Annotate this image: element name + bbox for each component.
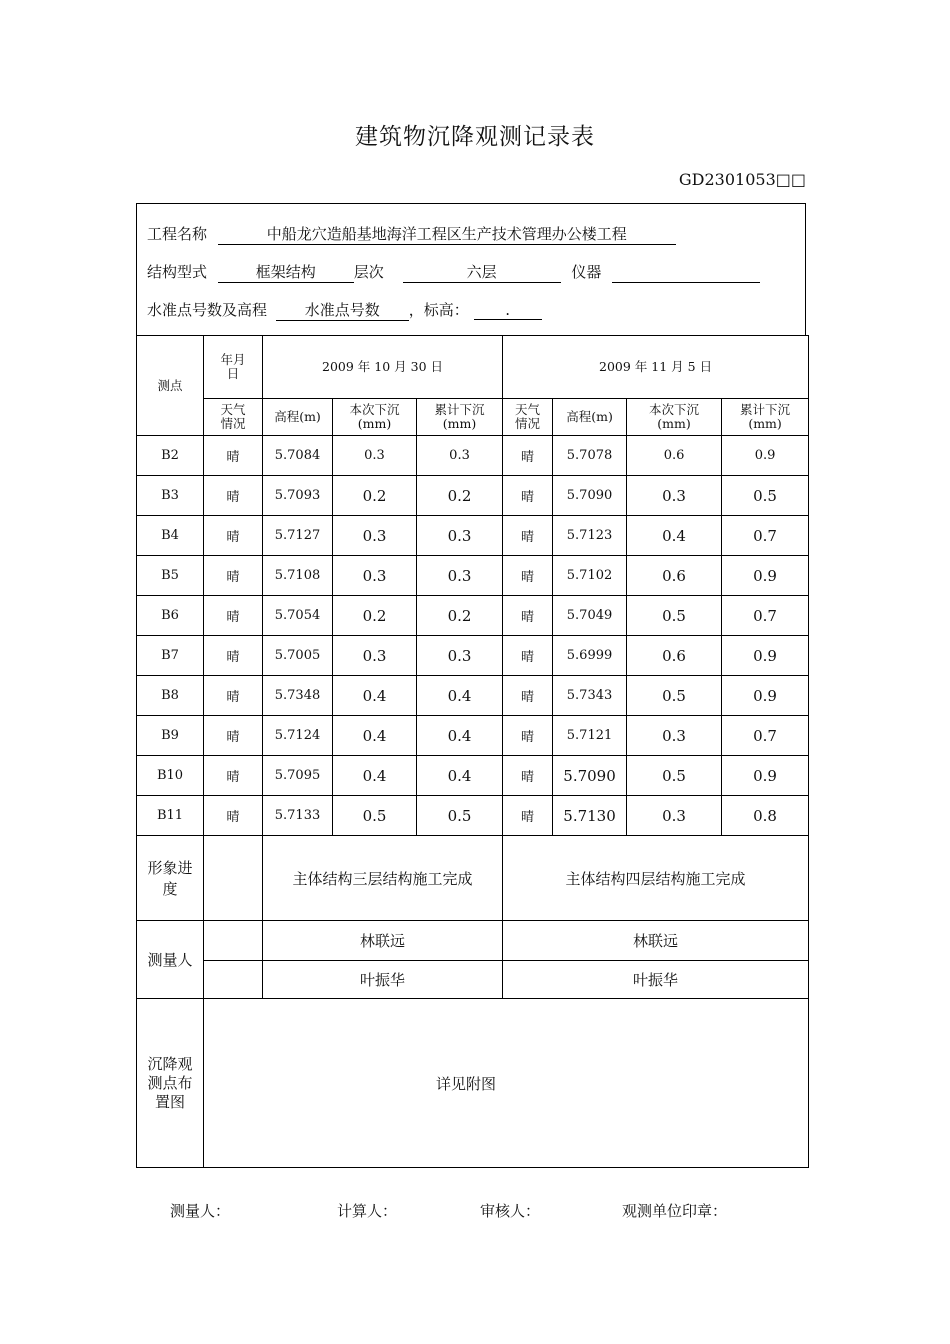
this-settlement-1-cell: 0.2 — [333, 596, 417, 636]
elevation-1-cell: 5.7133 — [263, 796, 333, 836]
floors-value: 六层 — [403, 261, 561, 283]
cumulative-settlement-1-cell: 0.3 — [417, 436, 503, 476]
cumulative-settlement-header-1: 累计下沉(mm) — [417, 399, 503, 436]
cumulative-settlement-2-cell: 0.9 — [722, 756, 809, 796]
layout-value — [204, 999, 809, 1168]
this-settlement-1-cell: 0.4 — [333, 756, 417, 796]
this-settlement-2-cell: 0.5 — [627, 596, 722, 636]
this-settlement-header-2: 本次下沉(mm) — [627, 399, 722, 436]
table-row — [137, 556, 809, 596]
elevation-1-cell: 5.7095 — [263, 756, 333, 796]
cumulative-settlement-1-cell: 0.3 — [417, 556, 503, 596]
layout-value-text: 详见附图 — [436, 1074, 497, 1093]
date-2: 2009 年 11 月 5 日 — [503, 336, 809, 399]
elevation-2-cell: 5.7130 — [553, 796, 627, 836]
weather-1-cell: 晴 — [204, 676, 263, 716]
structure-line — [147, 261, 760, 283]
point-cell: B2 — [137, 436, 204, 476]
this-settlement-2-cell: 0.3 — [627, 476, 722, 516]
surveyor-2a: 林联远 — [503, 921, 809, 961]
this-settlement-2-cell: 0.6 — [627, 636, 722, 676]
point-cell: B8 — [137, 676, 204, 716]
table-row — [137, 436, 809, 476]
weather-2-cell: 晴 — [503, 636, 553, 676]
weather-1-cell: 晴 — [204, 756, 263, 796]
this-settlement-1-cell: 0.3 — [333, 636, 417, 676]
elevation-2-cell: 5.6999 — [553, 636, 627, 676]
point-header: 测点 — [137, 336, 204, 436]
weather-2-cell: 晴 — [503, 436, 553, 476]
footer-seal: 观测单位印章： — [622, 1202, 728, 1220]
surveyor-2b: 叶振华 — [503, 961, 809, 999]
table-row — [137, 716, 809, 756]
footer-reviewer: 审核人： — [480, 1202, 541, 1220]
page-title: 建筑物沉降观测记录表 — [355, 124, 595, 150]
this-settlement-header-1: 本次下沉(mm) — [333, 399, 417, 436]
this-settlement-2-cell: 0.3 — [627, 716, 722, 756]
structure-value: 框架结构 — [218, 261, 354, 283]
floors-label: 层次 — [353, 263, 384, 281]
elevation-header-1: 高程(m) — [263, 399, 333, 436]
instrument-label: 仪器 — [571, 263, 602, 281]
cumulative-settlement-2-cell: 0.7 — [722, 596, 809, 636]
point-cell: B3 — [137, 476, 204, 516]
table-row — [137, 796, 809, 836]
elevation-1-cell: 5.7084 — [263, 436, 333, 476]
elevation-1-cell: 5.7124 — [263, 716, 333, 756]
weather-1-cell: 晴 — [204, 716, 263, 756]
cumulative-settlement-2-cell: 0.8 — [722, 796, 809, 836]
progress-label: 形象进度 — [137, 836, 204, 921]
layout-label: 沉降观测点布置图 — [137, 999, 204, 1168]
weather-2-cell: 晴 — [503, 516, 553, 556]
this-settlement-2-cell: 0.4 — [627, 516, 722, 556]
elevation-1-cell: 5.7093 — [263, 476, 333, 516]
point-cell: B5 — [137, 556, 204, 596]
progress-empty-cell — [204, 836, 263, 921]
cumulative-settlement-2-cell: 0.9 — [722, 556, 809, 596]
this-settlement-1-cell: 0.3 — [333, 516, 417, 556]
surveyor-1a: 林联远 — [263, 921, 503, 961]
cumulative-settlement-1-cell: 0.4 — [417, 676, 503, 716]
cumulative-settlement-2-cell: 0.7 — [722, 716, 809, 756]
cumulative-settlement-1-cell: 0.4 — [417, 756, 503, 796]
cumulative-settlement-1-cell: 0.5 — [417, 796, 503, 836]
cumulative-settlement-1-cell: 0.3 — [417, 516, 503, 556]
cumulative-settlement-2-cell: 0.9 — [722, 636, 809, 676]
this-settlement-1-cell: 0.5 — [333, 796, 417, 836]
weather-2-cell: 晴 — [503, 716, 553, 756]
structure-label: 结构型式 — [147, 263, 208, 281]
table-row — [137, 756, 809, 796]
weather-1-cell: 晴 — [204, 636, 263, 676]
footer-calculator: 计算人： — [337, 1202, 398, 1220]
table-row — [137, 596, 809, 636]
date-1: 2009 年 10 月 30 日 — [263, 336, 503, 399]
this-settlement-2-cell: 0.6 — [627, 436, 722, 476]
point-cell: B6 — [137, 596, 204, 636]
project-name-label: 工程名称 — [147, 225, 208, 243]
weather-2-cell: 晴 — [503, 556, 553, 596]
cumulative-settlement-1-cell: 0.2 — [417, 476, 503, 516]
table-row — [137, 516, 809, 556]
cumulative-settlement-2-cell: 0.9 — [722, 676, 809, 716]
point-cell: B11 — [137, 796, 204, 836]
progress-period-1: 主体结构三层结构施工完成 — [263, 836, 503, 921]
this-settlement-1-cell: 0.4 — [333, 676, 417, 716]
point-cell: B10 — [137, 756, 204, 796]
table-row — [137, 636, 809, 676]
weather-1-cell: 晴 — [204, 436, 263, 476]
this-settlement-1-cell: 0.3 — [333, 556, 417, 596]
point-cell: B7 — [137, 636, 204, 676]
elevation-1-cell: 5.7127 — [263, 516, 333, 556]
elevation-2-cell: 5.7090 — [553, 756, 627, 796]
elevation-2-cell: 5.7121 — [553, 716, 627, 756]
weather-1-cell: 晴 — [204, 556, 263, 596]
elevation-2-cell: 5.7343 — [553, 676, 627, 716]
weather-header-1: 天气情况 — [204, 399, 263, 436]
cumulative-settlement-2-cell: 0.5 — [722, 476, 809, 516]
cumulative-settlement-1-cell: 0.2 — [417, 596, 503, 636]
elevation-label: ，标高： — [408, 301, 469, 319]
elevation-header-2: 高程(m) — [553, 399, 627, 436]
cumulative-settlement-2-cell: 0.9 — [722, 436, 809, 476]
this-settlement-2-cell: 0.3 — [627, 796, 722, 836]
table-row — [137, 676, 809, 716]
project-name-value: 中船龙穴造船基地海洋工程区生产技术管理办公楼工程 — [218, 223, 676, 245]
progress-period-2: 主体结构四层结构施工完成 — [503, 836, 809, 921]
instrument-value — [612, 265, 760, 283]
benchmark-label: 水准点号数及高程 — [147, 301, 268, 319]
project-name-line — [147, 223, 676, 245]
this-settlement-1-cell: 0.4 — [333, 716, 417, 756]
cumulative-settlement-1-cell: 0.3 — [417, 636, 503, 676]
elevation-1-cell: 5.7108 — [263, 556, 333, 596]
surveyor-empty-cell-2 — [204, 961, 263, 999]
this-settlement-1-cell: 0.2 — [333, 476, 417, 516]
weather-header-2: 天气情况 — [503, 399, 553, 436]
surveyor-empty-cell-1 — [204, 921, 263, 961]
elevation-1-cell: 5.7005 — [263, 636, 333, 676]
weather-2-cell: 晴 — [503, 676, 553, 716]
table-row — [137, 476, 809, 516]
weather-1-cell: 晴 — [204, 796, 263, 836]
elevation-2-cell: 5.7123 — [553, 516, 627, 556]
this-settlement-1-cell: 0.3 — [333, 436, 417, 476]
date-header: 年月日 — [204, 336, 263, 399]
weather-2-cell: 晴 — [503, 596, 553, 636]
footer-surveyor: 测量人： — [170, 1202, 231, 1220]
this-settlement-2-cell: 0.5 — [627, 756, 722, 796]
surveyor-label: 测量人 — [137, 921, 204, 999]
weather-1-cell: 晴 — [204, 476, 263, 516]
elevation-2-cell: 5.7078 — [553, 436, 627, 476]
cumulative-settlement-header-2: 累计下沉(mm) — [722, 399, 809, 436]
weather-2-cell: 晴 — [503, 476, 553, 516]
weather-1-cell: 晴 — [204, 596, 263, 636]
surveyor-1b: 叶振华 — [263, 961, 503, 999]
point-cell: B9 — [137, 716, 204, 756]
this-settlement-2-cell: 0.5 — [627, 676, 722, 716]
benchmark-line — [147, 299, 542, 321]
document-code: GD2301053□□ — [678, 170, 806, 189]
project-info-box — [136, 203, 806, 335]
weather-1-cell: 晴 — [204, 516, 263, 556]
weather-2-cell: 晴 — [503, 796, 553, 836]
cumulative-settlement-2-cell: 0.7 — [722, 516, 809, 556]
elevation-2-cell: 5.7049 — [553, 596, 627, 636]
weather-2-cell: 晴 — [503, 756, 553, 796]
cumulative-settlement-1-cell: 0.4 — [417, 716, 503, 756]
elevation-2-cell: 5.7102 — [553, 556, 627, 596]
point-cell: B4 — [137, 516, 204, 556]
elevation-2-cell: 5.7090 — [553, 476, 627, 516]
elevation-value: . — [474, 301, 542, 320]
settlement-table — [136, 335, 809, 1168]
elevation-1-cell: 5.7348 — [263, 676, 333, 716]
benchmark-value: 水准点号数 — [276, 299, 409, 321]
this-settlement-2-cell: 0.6 — [627, 556, 722, 596]
elevation-1-cell: 5.7054 — [263, 596, 333, 636]
